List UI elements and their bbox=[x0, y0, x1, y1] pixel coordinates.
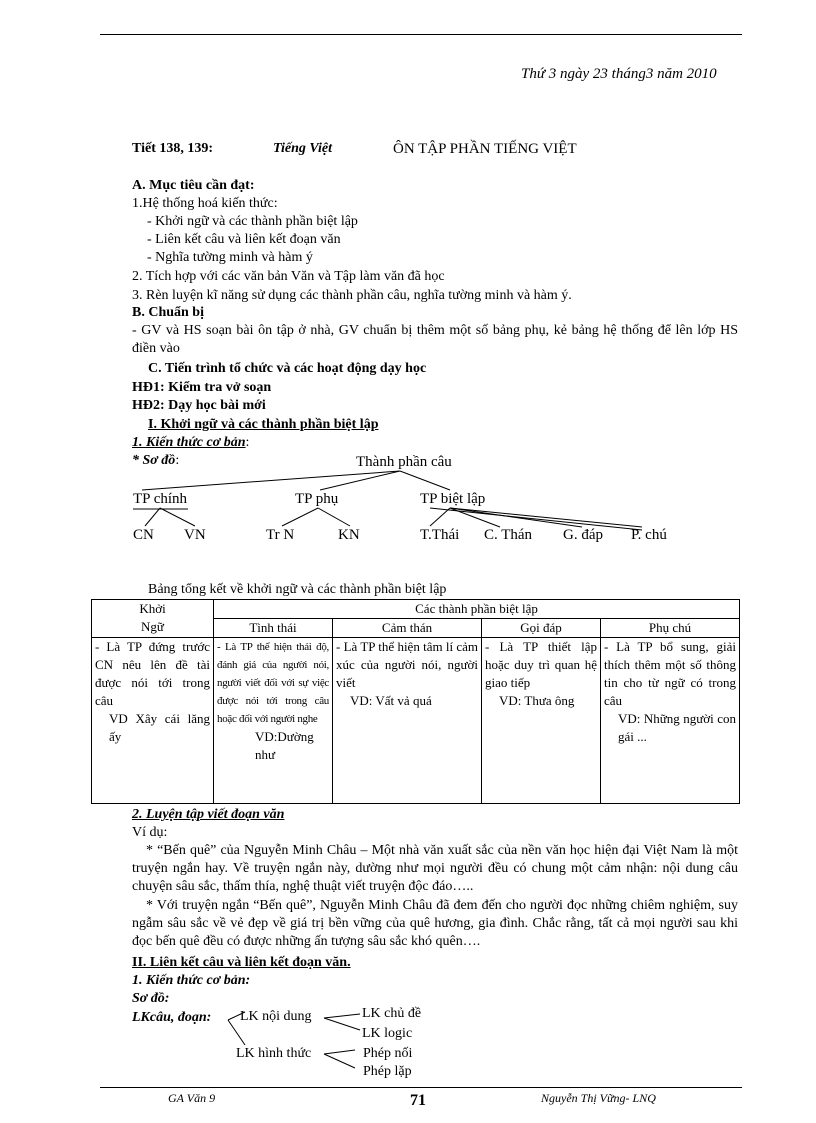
section-b-text: - GV và HS soạn bài ôn tập ở nhà, GV chuẩn bị thêm một số bảng phụ, kẻ bảng hệ thống để lên lớp HS điền vào bbox=[132, 323, 738, 356]
cell-goi-dap: - Là TP thiết lập hoặc duy trì quan hệ giao tiếp VD: Thưa ông bbox=[482, 638, 601, 804]
header-khoi-ngu: Khởi Ngữ bbox=[92, 600, 214, 638]
lk-logic: LK logic bbox=[362, 1026, 413, 1041]
date-line: Thứ 3 ngày 23 tháng3 năm 2010 bbox=[521, 66, 717, 82]
diagram-node-main: TP chính bbox=[133, 491, 188, 507]
edge bbox=[324, 1050, 355, 1054]
lk-form: LK hình thức bbox=[236, 1046, 312, 1061]
section-a-line: 2. Tích hợp với các văn bản Văn và Tập làm văn đã học bbox=[132, 269, 445, 284]
lesson-number: Tiết 138, 139: bbox=[132, 141, 214, 156]
footer-rule bbox=[100, 1087, 742, 1088]
example-paragraph-1: * “Bến quê” của Nguyễn Minh Châu – Một nhà văn xuất sắc của nền văn học hiện đại Việt Nam là một truyện ngắn hay. Về truyện ngắn này, dường như mọi người đều có chung một cảm nhận: nội dung câu chuyện sâu sắc, thấm thía, nghệ thuật viết truyện độc đáo….. bbox=[132, 843, 738, 894]
edge bbox=[324, 1014, 360, 1018]
header-goi-dap: Gọi đáp bbox=[482, 619, 601, 638]
footer-left: GA Văn 9 bbox=[168, 1091, 216, 1105]
activity-2: HĐ2: Dạy học bài mới bbox=[132, 398, 266, 413]
header-tinh-thai: Tình thái bbox=[214, 619, 333, 638]
diagram-leaf: P. chú bbox=[631, 527, 667, 543]
lk-repeat: Phép lặp bbox=[363, 1064, 412, 1079]
page-number: 71 bbox=[410, 1092, 426, 1109]
section-a-line: - Liên kết câu và liên kết đoạn văn bbox=[147, 232, 341, 247]
lk-connect: Phép nối bbox=[363, 1046, 413, 1061]
diagram-leaf: VN bbox=[184, 527, 206, 543]
part-i-sub2: 2. Luyện tập viết đoạn văn bbox=[132, 807, 285, 822]
section-a-heading: A. Mục tiêu cần đạt: bbox=[132, 178, 255, 193]
section-a-line: 1.Hệ thống hoá kiến thức: bbox=[132, 196, 278, 211]
part-ii-sub1: 1. Kiến thức cơ bản: bbox=[132, 973, 251, 988]
diagram-root: Thành phần câu bbox=[356, 454, 452, 470]
diagram-leaf: Tr N bbox=[266, 527, 295, 543]
diagram-label-text: * Sơ đồ bbox=[132, 453, 176, 468]
part-ii-diagram-label: Sơ đồ: bbox=[132, 991, 170, 1006]
table-caption: Bảng tổng kết về khởi ngữ và các thành phần biệt lập bbox=[148, 582, 447, 597]
diagram-leaf: G. đáp bbox=[563, 527, 603, 543]
part-i-sub1-label: 1. Kiến thức cơ bản bbox=[132, 435, 246, 450]
diagram-leaf: C. Thán bbox=[484, 527, 533, 543]
section-c-heading: C. Tiến trình tổ chức và các hoạt động dạy học bbox=[148, 361, 427, 376]
example-paragraph-2: * Với truyện ngắn “Bến quê”, Nguyễn Minh Châu đã đem đến cho người đọc những chiêm nghiệm, suy ngẫm sâu sắc về vẻ đẹp về giá trị bền vững của quê hương, gia đình. Chắc rằng, tất cả mọi người sau khi đọc bến quê đều có được những ấn tượng sâu sắc khó quên…. bbox=[132, 898, 738, 949]
diagram-leaf: KN bbox=[338, 527, 360, 543]
lk-label: LKcâu, đoạn: bbox=[132, 1010, 212, 1025]
part-ii-heading: II. Liên kết câu và liên kết đoạn văn. bbox=[132, 955, 351, 970]
diagram-node-sub: TP phụ bbox=[295, 491, 339, 507]
header-phu-chu: Phụ chú bbox=[601, 619, 740, 638]
subject-label: Tiếng Việt bbox=[273, 141, 332, 156]
footer-right: Nguyễn Thị Vững- LNQ bbox=[541, 1091, 656, 1105]
section-b-heading: B. Chuẩn bị bbox=[132, 305, 204, 320]
header-group: Các thành phần biệt lập bbox=[214, 600, 740, 619]
cell-phu-chu: - Là TP bổ sung, giải thích thêm một số thông tin cho từ ngữ có trong câu VD: Những người con gái ... bbox=[601, 638, 740, 804]
diagram-leaf: T.Thái bbox=[420, 527, 460, 543]
diagram-leaf: CN bbox=[133, 527, 154, 543]
lk-topic: LK chủ đề bbox=[362, 1006, 422, 1021]
lk-content: LK nội dung bbox=[240, 1009, 312, 1024]
edge bbox=[324, 1054, 355, 1068]
header-cam-than: Cảm thán bbox=[333, 619, 482, 638]
part-i-sub1-colon: : bbox=[245, 435, 250, 450]
section-a-line: - Khởi ngữ và các thành phần biệt lập bbox=[147, 214, 358, 229]
cell-khoi-ngu: - Là TP đứng trước CN nêu lên đề tài được nói tới trong câu VD Xây cái lăng ấy bbox=[92, 638, 214, 804]
edge bbox=[324, 1018, 360, 1030]
section-a-line: 3. Rèn luyện kĩ năng sử dụng các thành phần câu, nghĩa tường minh và hàm ý. bbox=[132, 288, 572, 303]
activity-1: HĐ1: Kiểm tra vở soạn bbox=[132, 380, 272, 395]
page-title: ÔN TẬP PHẦN TIẾNG VIỆT bbox=[393, 141, 577, 157]
cell-tinh-thai: - Là TP thể hiện thái độ, đánh giá của người nói, người viết đối với sự việc được nói tới trong câu hoặc đối với người nghe VD:Dường như bbox=[214, 638, 333, 804]
part-i-heading: I. Khởi ngữ và các thành phần biệt lập bbox=[148, 417, 379, 432]
section-a-line: - Nghĩa tường minh và hàm ý bbox=[147, 250, 313, 265]
cell-cam-than: - Là TP thể hiện tâm lí cảm xúc của người nói, người viết VD: Vất vả quá bbox=[333, 638, 482, 804]
diagram-label-colon: : bbox=[175, 453, 180, 468]
diagram-node-isolated: TP biệt lập bbox=[420, 491, 486, 507]
example-label: Ví dụ: bbox=[132, 825, 168, 840]
